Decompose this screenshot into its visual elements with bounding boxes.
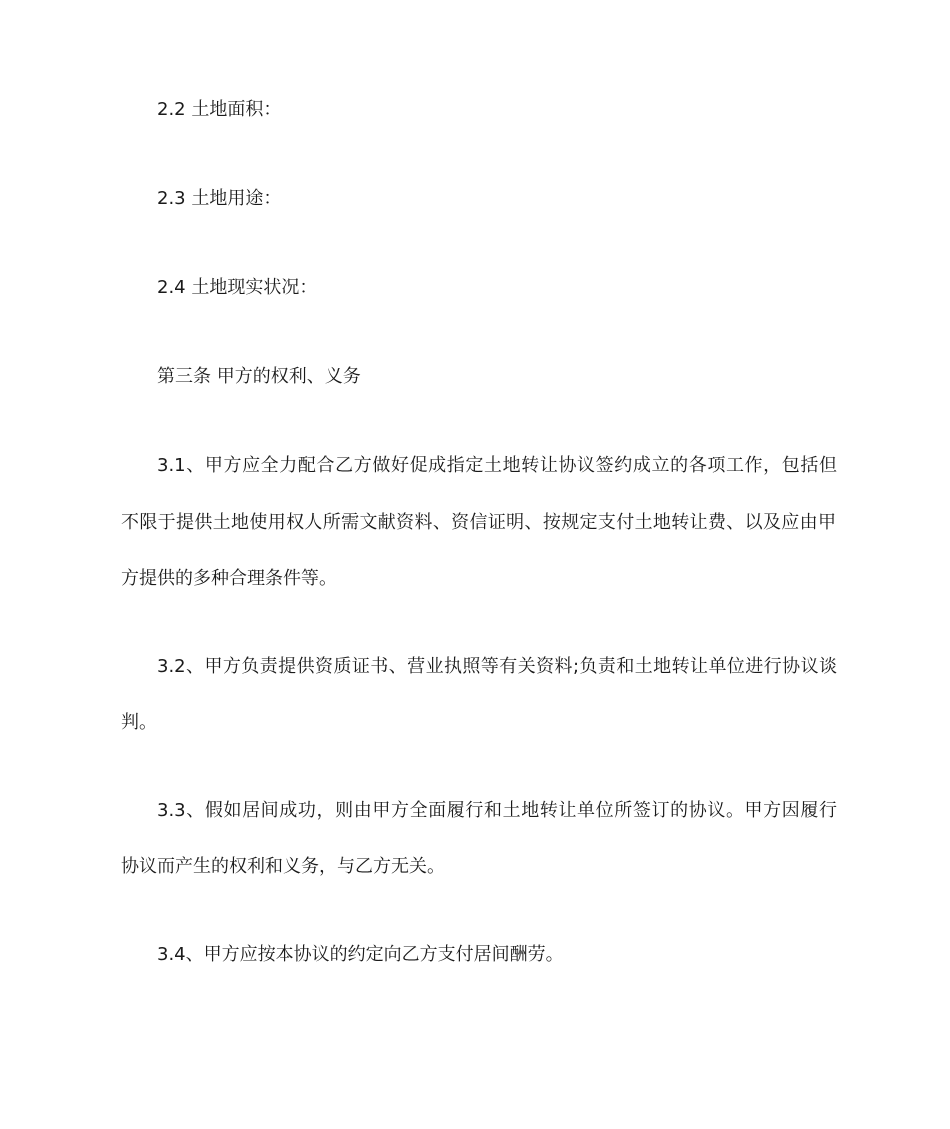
clause-3-3-line-1: 3.3、假如居间成功，则由甲方全面履行和土地转让单位所签订的协议。甲方因履行	[157, 800, 837, 821]
clause-3-2-line-2: 判。	[121, 712, 157, 733]
clause-2-4-land-status: 2.4 土地现实状况：	[157, 277, 318, 298]
clause-2-3-land-use: 2.3 土地用途：	[157, 188, 282, 209]
clause-3-4-line-1: 3.4、甲方应按本协议的约定向乙方支付居间酬劳。	[157, 944, 564, 965]
clause-3-1-line-3: 方提供的多种合理条件等。	[121, 568, 337, 589]
clause-3-2-line-1: 3.2、甲方负责提供资质证书、营业执照等有关资料;负责和土地转让单位进行协议谈	[157, 656, 837, 677]
clause-3-3-line-2: 协议而产生的权利和义务，与乙方无关。	[121, 856, 445, 877]
clause-2-2-land-area: 2.2 土地面积：	[157, 99, 282, 120]
clause-3-1-line-2: 不限于提供土地使用权人所需文献资料、资信证明、按规定支付土地转让费、以及应由甲	[121, 512, 836, 533]
article-3-heading: 第三条 甲方的权利、义务	[157, 366, 361, 387]
clause-3-1-line-1: 3.1、甲方应全力配合乙方做好促成指定土地转让协议签约成立的各项工作，包括但	[157, 455, 837, 476]
